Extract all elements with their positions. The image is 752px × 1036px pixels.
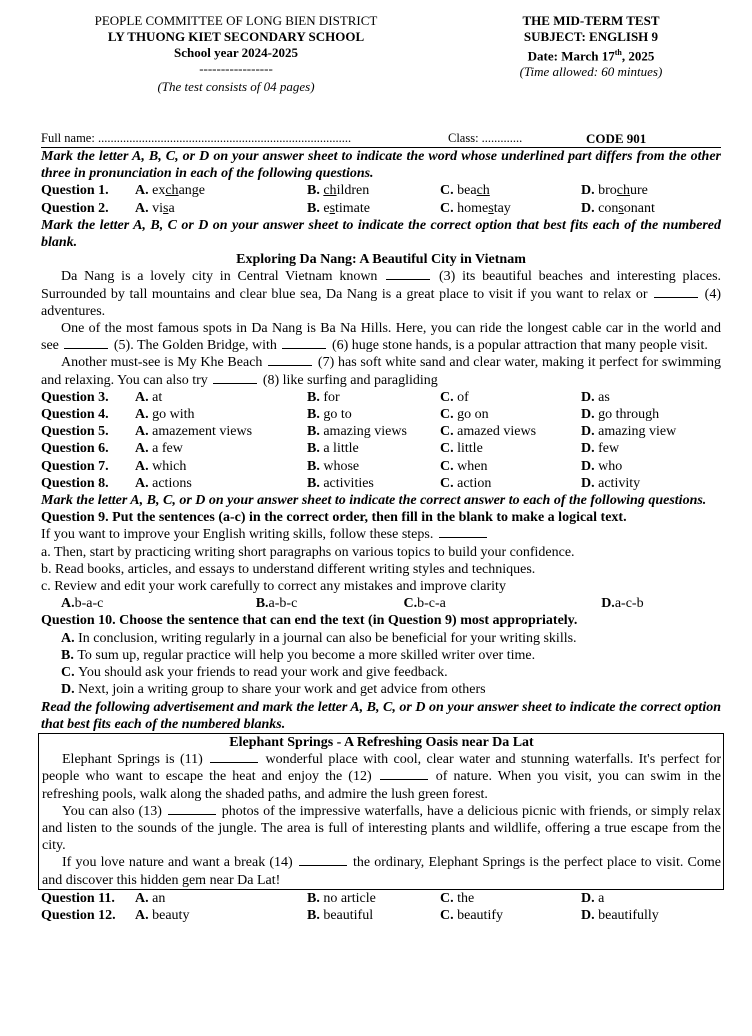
answer-option[interactable]: [581, 423, 721, 440]
option-letter: A.: [135, 475, 153, 491]
question-9-sentence-b: b. Read books, articles, and essays to understand different writing styles and techniques.: [41, 561, 536, 577]
option-text: Next, join a writing group to share your work and get advice from others: [78, 682, 486, 698]
answer-option[interactable]: A. exchange: [135, 183, 205, 199]
answer-option[interactable]: [61, 595, 256, 612]
blank-11: [210, 751, 258, 763]
answer-option[interactable]: [135, 406, 307, 423]
answer-option[interactable]: [307, 389, 440, 406]
time-allowed: (Time allowed: 60 mintues): [519, 64, 663, 80]
blank-4: [654, 286, 698, 298]
option-text: a-c-b: [614, 596, 644, 612]
option-text: beautifully: [598, 907, 659, 923]
question-row: [41, 200, 721, 217]
blank-14: [299, 854, 347, 866]
option-letter: B.: [307, 458, 324, 474]
option-text: a: [598, 890, 605, 906]
option-letter: A.: [135, 441, 153, 457]
option-text: beauty: [152, 907, 190, 923]
option-text: go on: [457, 407, 489, 423]
answer-option[interactable]: [440, 458, 581, 475]
option-text: amazing view: [598, 424, 677, 440]
answer-option[interactable]: [403, 595, 601, 612]
option-text: an: [152, 890, 166, 906]
underlined-part: ch: [616, 183, 631, 199]
option-text: amazement views: [152, 424, 253, 440]
option-text: actions: [152, 475, 192, 491]
underlined-part: s: [329, 200, 336, 216]
answer-option[interactable]: [581, 406, 721, 423]
section4-questions: [41, 890, 721, 924]
option-letter: D.: [581, 183, 599, 199]
header-divider: -----------------: [199, 61, 273, 76]
question-row: [41, 890, 721, 907]
answer-option[interactable]: [307, 458, 440, 475]
answer-option[interactable]: [440, 406, 581, 423]
blank-5: [64, 337, 108, 349]
school-name: LY THUONG KIET SECONDARY SCHOOL: [107, 29, 365, 44]
class-field[interactable]: Class: .............: [448, 130, 523, 145]
answer-option[interactable]: [256, 595, 404, 612]
option-text: beautify: [457, 907, 503, 923]
answer-option[interactable]: [440, 890, 581, 907]
option-letter: A.: [135, 389, 153, 405]
answer-option[interactable]: [581, 890, 721, 907]
answer-option[interactable]: [41, 630, 721, 647]
option-text: activity: [598, 475, 641, 491]
answer-option[interactable]: [307, 406, 440, 423]
committee-name: PEOPLE COMMITTEE OF LONG BIEN DISTRICT: [94, 13, 378, 28]
option-text: as: [598, 389, 610, 405]
question-label: Question 12.: [41, 907, 116, 923]
question-row: [41, 182, 721, 199]
answer-option[interactable]: [440, 423, 581, 440]
option-text: b-a-c: [74, 596, 104, 612]
section2-instruction: Mark the letter A, B, C or D on your answer sheet to indicate the correct option that best fits each of the numbered blank.: [41, 217, 721, 251]
passage-paragraph-2: One of the most famous spots in Da Nang is Ba Na Hills. Here, you can ride the longest cable car in the world and see (5). The Golden Bridge, with (6) huge stone hands, is a popular attraction that many people visit.: [41, 321, 721, 354]
section1-instruction: Mark the letter A, B, C, or D on your answer sheet to indicate the word whose underlined part differs from the other three in pronunciation in each of the following questions.: [41, 149, 721, 182]
option-text: the: [457, 890, 475, 906]
underlined-part: s: [488, 200, 494, 216]
blank-3: [386, 268, 430, 280]
option-letter: A.: [61, 596, 75, 612]
option-letter: B.: [307, 424, 324, 440]
option-letter: C.: [440, 389, 458, 405]
test-date: Date: March 17th, 2025: [527, 48, 655, 64]
option-letter: B.: [307, 200, 324, 216]
exam-page: [41, 13, 721, 924]
passage-paragraph-3: Another must-see is My Khe Beach (7) has soft white sand and clear water, making it perfect for swimming and relaxing. You can also try (8) like surfing and paragliding: [41, 355, 722, 388]
answer-option[interactable]: [307, 890, 440, 907]
blank-13: [168, 803, 216, 815]
option-letter: C.: [403, 596, 418, 612]
option-letter: D.: [581, 907, 599, 923]
section3-instruction: Mark the letter A, B, C, or D on your answer sheet to indicate the correct answer to each of the following questions.: [41, 493, 707, 509]
option-text: who: [598, 458, 623, 474]
answer-option[interactable]: [307, 475, 440, 492]
question-row: [41, 440, 721, 457]
option-letter: D.: [601, 596, 615, 612]
test-subject: SUBJECT: ENGLISH 9: [523, 29, 659, 44]
option-letter: D.: [581, 475, 599, 491]
option-letter: D.: [581, 890, 599, 906]
option-letter: B.: [307, 475, 324, 491]
option-letter: A.: [135, 907, 153, 923]
option-letter: D.: [581, 200, 599, 216]
option-letter: A.: [135, 890, 153, 906]
option-letter: C.: [440, 441, 458, 457]
option-letter: C.: [440, 200, 458, 216]
option-text: of: [457, 389, 469, 405]
answer-option[interactable]: [135, 458, 307, 475]
question-row: [41, 406, 721, 423]
option-text: go to: [323, 407, 352, 423]
answer-option[interactable]: [581, 389, 721, 406]
option-text: go through: [598, 407, 660, 423]
option-text: amazed views: [457, 424, 537, 440]
test-title: THE MID-TERM TEST: [522, 13, 660, 28]
option-letter: D.: [581, 407, 599, 423]
option-letter: D.: [581, 458, 599, 474]
option-letter: C.: [440, 183, 458, 199]
option-letter: A.: [135, 183, 153, 199]
full-name-field[interactable]: Full name: .................................................................................: [41, 130, 352, 145]
underlined-part: ch: [476, 183, 490, 199]
question-9-stem: Question 9. Put the sentences (a-c) in the correct order, then fill in the blank to make a logical text.: [41, 510, 627, 526]
option-letter: A.: [135, 200, 153, 216]
option-letter: B.: [307, 890, 324, 906]
answer-option[interactable]: [581, 440, 721, 457]
answer-option[interactable]: [135, 440, 307, 457]
answer-option[interactable]: [581, 475, 721, 492]
option-text: You should ask your friends to read your work and give feedback.: [78, 665, 448, 681]
answer-option[interactable]: [440, 440, 581, 457]
blank-7: [268, 354, 312, 366]
option-letter: D.: [581, 441, 599, 457]
question-label: Question 3.: [41, 389, 109, 405]
blank-12: [380, 768, 428, 780]
advertisement-paragraph-1: Elephant Springs is (11) wonderful place with cool, clear water and stunning waterfalls. It's perfect for people who want to escape the heat and enjoy the (12) of nature. When you visit, you can swim in the refreshing pools, walk along the shaded paths, and admire the lush green forest.: [42, 752, 722, 802]
answer-option[interactable]: [440, 475, 581, 492]
option-letter: B.: [61, 647, 78, 663]
answer-option[interactable]: [307, 440, 440, 457]
option-letter: B.: [307, 389, 324, 405]
question-label: Question 2.: [41, 200, 109, 216]
answer-option[interactable]: [41, 681, 721, 698]
option-letter: C.: [440, 458, 458, 474]
option-text: little: [457, 441, 483, 457]
answer-option[interactable]: [135, 890, 307, 907]
question-label: Question 5.: [41, 424, 109, 440]
option-letter: B.: [307, 907, 324, 923]
option-text: action: [457, 475, 492, 491]
blank-8: [213, 372, 257, 384]
option-letter: B.: [307, 441, 324, 457]
answer-option[interactable]: [135, 389, 307, 406]
option-letter: D.: [61, 682, 79, 698]
option-text: To sum up, regular practice will help you become a more skilled writer over time.: [77, 647, 536, 663]
exam-code: CODE 901: [586, 130, 647, 146]
advertisement-title: Elephant Springs - A Refreshing Oasis near Da Lat: [229, 734, 534, 750]
answer-option[interactable]: [307, 423, 440, 440]
question-9-sentence-c: c. Review and edit your work carefully to correct any mistakes and improve clarity: [41, 579, 506, 595]
option-letter: D.: [581, 424, 599, 440]
advertisement-paragraph-2: You can also (13) photos of the impressive waterfalls, have a delicious picnic with friends, or simply relax and listen to the sounds of the jungle. The area is full of interesting plants and wildlife, offering a true escape from the city.: [42, 803, 722, 854]
underlined-part: ch: [323, 183, 337, 199]
answer-option[interactable]: B. estimate: [307, 200, 371, 216]
blank-9: [439, 526, 487, 538]
option-text: b-c-a: [417, 596, 446, 612]
test-info: [471, 13, 711, 80]
option-text: activities: [323, 475, 374, 491]
school-info: [41, 13, 431, 95]
passage-paragraph-1: Da Nang is a lovely city in Central Vietnam known (3) its beautiful beaches and interesting places. Surrounded by tall mountains and clear blue sea, Da Nang is a great place to visit if you want to relax or (4) adventures.: [41, 269, 722, 319]
answer-option[interactable]: D. consonant: [581, 200, 655, 216]
option-letter: A.: [61, 630, 79, 646]
option-letter: B.: [255, 596, 269, 612]
answer-option[interactable]: A. visa: [135, 200, 175, 216]
question-9-intro: If you want to improve your English writing skills, follow these steps.: [41, 526, 721, 543]
question-row: [41, 389, 721, 406]
answer-option[interactable]: C. beach: [440, 183, 490, 199]
section1-questions: [41, 182, 721, 216]
section4-instruction: Read the following advertisement and mark the letter A, B, C, or D on your answer sheet to indicate the correct option that best fits each of the numbered blanks.: [41, 699, 721, 732]
blank-6: [282, 337, 326, 349]
underlined-part: ch: [165, 183, 179, 199]
question-label: Question 11.: [41, 890, 115, 906]
page-count-note: (The test consists of 04 pages): [157, 79, 315, 94]
option-text: at: [152, 389, 163, 405]
answer-option[interactable]: [601, 595, 721, 612]
answer-option[interactable]: D. brochure: [581, 183, 648, 199]
question-10-stem: Question 10. Choose the sentence that can end the text (in Question 9) most appropriately.: [41, 613, 578, 629]
answer-option[interactable]: [135, 475, 307, 492]
option-text: beautiful: [323, 907, 374, 923]
answer-option[interactable]: B. children: [307, 183, 370, 199]
option-text: when: [457, 458, 488, 474]
option-text: for: [323, 389, 340, 405]
answer-option[interactable]: [440, 389, 581, 406]
answer-option[interactable]: [135, 423, 307, 440]
question-9-sentence-a: a. Then, start by practicing writing short paragraphs on various topics to build your confidence.: [41, 544, 575, 560]
underlined-part: s: [163, 200, 169, 216]
answer-option[interactable]: [41, 647, 721, 664]
option-text: no article: [323, 890, 376, 906]
answer-option[interactable]: [41, 664, 721, 681]
question-row: [41, 475, 721, 492]
question-label: Question 6.: [41, 441, 109, 457]
section2-questions: [41, 389, 721, 492]
option-text: go with: [152, 407, 195, 423]
advertisement-paragraph-3: If you love nature and want a break (14) the ordinary, Elephant Springs is the perfect place to visit. Come and discover this hidden gem near Da Lat!: [42, 855, 721, 888]
school-year: School year 2024-2025: [174, 45, 298, 60]
option-letter: B.: [307, 183, 324, 199]
option-letter: D.: [581, 389, 599, 405]
option-text: In conclusion, writing regularly in a journal can also be beneficial for your writing skills.: [78, 630, 577, 646]
answer-option[interactable]: [581, 907, 721, 924]
question-label: Question 7.: [41, 458, 109, 474]
option-text: whose: [323, 458, 360, 474]
question-label: Question 4.: [41, 407, 109, 423]
option-letter: C.: [440, 907, 458, 923]
passage-title: Exploring Da Nang: A Beautiful City in Vietnam: [236, 252, 526, 268]
option-text: a-b-c: [268, 596, 298, 612]
question-row: [41, 423, 721, 440]
option-letter: B.: [307, 407, 324, 423]
answer-option[interactable]: [135, 907, 307, 924]
student-info-row: [41, 131, 721, 148]
option-letter: C.: [61, 665, 79, 681]
underlined-part: s: [618, 200, 624, 216]
question-row: [41, 907, 721, 924]
question-label: Question 1.: [41, 183, 109, 199]
answer-option[interactable]: C. homestay: [440, 200, 511, 216]
option-letter: A.: [135, 458, 153, 474]
option-text: a little: [323, 441, 359, 457]
option-text: amazing views: [323, 424, 407, 440]
option-letter: C.: [440, 475, 458, 491]
option-text: which: [152, 458, 187, 474]
option-letter: C.: [440, 407, 458, 423]
question-row: [41, 458, 721, 475]
option-letter: A.: [135, 424, 153, 440]
answer-option[interactable]: [307, 907, 440, 924]
exam-header: [41, 13, 721, 108]
question-label: Question 8.: [41, 475, 109, 491]
option-letter: C.: [440, 424, 458, 440]
question-10-options: [41, 630, 721, 699]
answer-option[interactable]: [581, 458, 721, 475]
option-text: a few: [152, 441, 183, 457]
answer-option[interactable]: [440, 907, 581, 924]
question-9-options: [41, 595, 721, 612]
option-letter: A.: [135, 407, 153, 423]
option-letter: C.: [440, 890, 458, 906]
option-text: few: [598, 441, 620, 457]
advertisement-box: [38, 733, 724, 890]
